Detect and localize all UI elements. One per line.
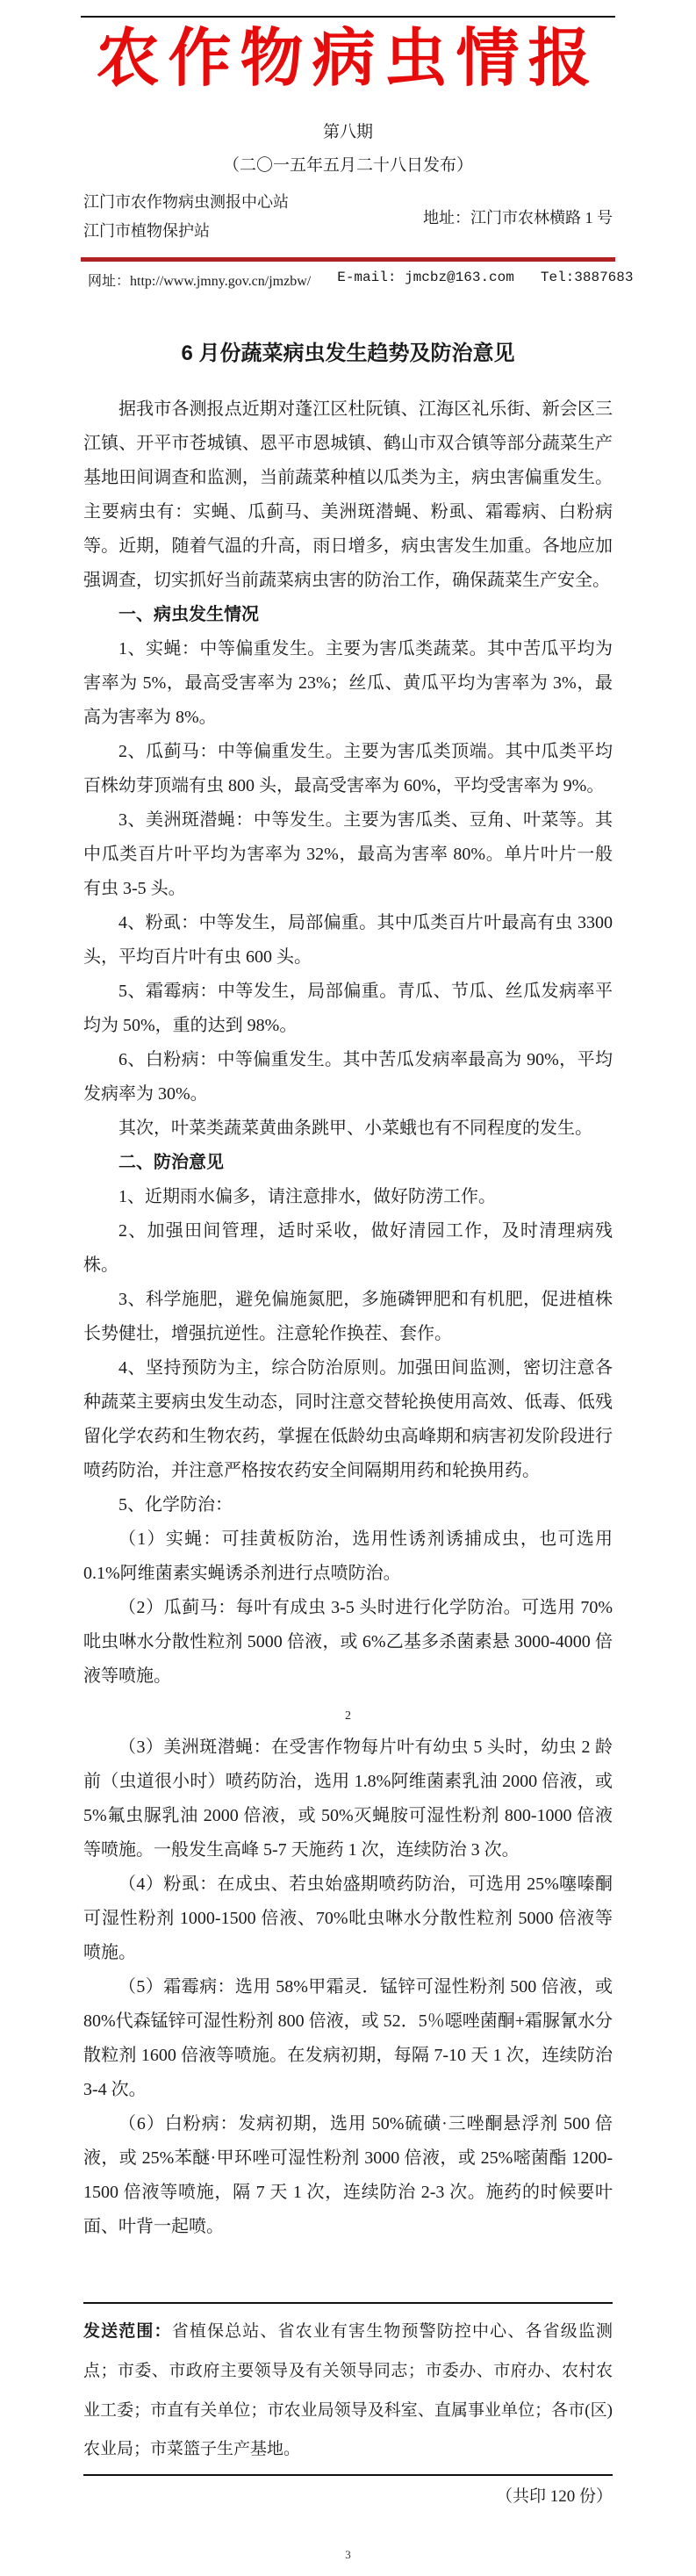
article-body [83,392,613,2244]
body-paragraph: 6、白粉病：中等偏重发生。其中苦瓜发病率最高为 90%，平均发病率为 30%。 [83,1050,613,1105]
email-text: E-mail: jmcbz@163.com [337,270,514,286]
contact-row [88,270,634,290]
footer-bottom-divider [83,2474,613,2476]
print-count: （共印 120 份） [495,2486,613,2506]
page-number-2: 2 [345,1709,351,1723]
distribution-label: 发送范围： [83,2322,172,2342]
issue-number: 第八期 [322,122,373,141]
body-paragraph: （3）美洲斑潜蝇：在受害作物每片叶有幼虫 5 头时，幼虫 2 龄前（虫道很小时）喷药防治，选用 1.8%阿维菌素乳油 2000 倍液，或 5%氟虫脲乳油 2000 倍液，或 50%灭蝇胺可湿性粉剂 800-1000 倍液等喷施。一般发生高峰 5-7 天施药 1 次，连续防治 3 次。 [83,1738,613,1860]
org-address: 地址：江门市农林横路 1 号 [423,209,613,227]
body-paragraph: 1、近期雨水偏多，请注意排水，做好防涝工作。 [118,1187,496,1207]
distribution-text: 省植保总站、省农业有害生物预警防控中心、各省级监测点；市委、市政府主要领导及有关领导同志；市委办、市府办、农村农业工委；市直有关单位；市农业局领导及科室、直属事业单位；各市(区)农业局；市菜篮子生产基地。 [83,2322,613,2459]
publish-date: （二〇一五年五月二十八日发布） [222,155,473,175]
body-paragraph: 5、化学防治： [118,1495,233,1515]
body-paragraph: 5、霜霉病：中等发生，局部偏重。青瓜、节瓜、丝瓜发病率平均为 50%，重的达到 98%。 [83,982,613,1036]
body-paragraph: 1、实蝇：中等偏重发生。主要为害瓜类蔬菜。其中苦瓜平均为害率为 5%，最高受害率为 23%；丝瓜、黄瓜平均为害率为 3%，最高为害率为 8%。 [83,639,613,728]
page-number-3: 3 [345,2548,351,2561]
section-heading: 二、防治意见 [118,1153,224,1173]
footer-top-divider [83,2302,613,2304]
body-paragraph: 3、美洲斑潜蝇：中等发生。主要为害瓜类、豆角、叶菜等。其中瓜类百片叶平均为害率为 32%，最高为害率 80%。单片叶片一般有虫 3-5 头。 [83,810,613,899]
body-paragraph: 据我市各测报点近期对蓬江区杜阮镇、江海区礼乐街、新会区三江镇、开平市苍城镇、恩平市恩城镇、鹤山市双合镇等部分蔬菜生产基地田间调查和监测，当前蔬菜种植以瓜类为主，病虫害偏重发生。主要病虫有：实蝇、瓜蓟马、美洲斑潜蝇、粉虱、霜霉病、白粉病等。近期，随着气温的升高，雨日增多，病虫害发生加重。各地应加强调查，切实抓好当前蔬菜病虫害的防治工作，确保蔬菜生产安全。 [83,399,613,591]
body-paragraph: 2、瓜蓟马：中等偏重发生。主要为害瓜类顶端。其中瓜类平均百株幼芽顶端有虫 800 头，最高受害率为 60%，平均受害率为 9%。 [83,742,613,796]
body-paragraph: （2）瓜蓟马：每叶有成虫 3-5 头时进行化学防治。可选用 70%吡虫啉水分散性粒剂 5000 倍液，或 6%乙基多杀菌素悬 3000-4000 倍液等喷施。 [83,1598,613,1687]
top-divider [81,16,615,18]
org-line-1: 江门市农作物病虫测报中心站 [83,192,289,211]
section-heading: 一、病虫发生情况 [118,605,259,625]
body-paragraph: 其次，叶菜类蔬菜黄曲条跳甲、小菜蛾也有不同程度的发生。 [118,1119,592,1139]
body-paragraph: 4、坚持预防为主，综合防治原则。加强田间监测，密切注意各种蔬菜主要病虫发生动态，同时注意交替轮换使用高效、低毒、低残留化学农药和生物农药，掌握在低龄幼虫高峰期和病害初发阶段进行喷药防治，并注意严格按农药安全间隔期用药和轮换用药。 [83,1358,613,1481]
tel-text: Tel:3887683 [540,270,634,286]
masthead-info-row [83,188,613,247]
masthead-title: 农作物病虫情报 [96,24,600,94]
body-paragraph: 2、加强田间管理，适时采收，做好清园工作，及时清理病残株。 [83,1221,613,1276]
body-paragraph: （6）白粉病：发病初期，选用 50%硫磺·三唑酮悬浮剂 500 倍液，或 25%苯醚·甲环唑可湿性粉剂 3000 倍液，或 25%嘧菌酯 1200-1500 倍液等喷施，隔 7 天 1 次，连续防治 2-3 次。施药的时候要叶面、叶背一起喷。 [83,2114,613,2237]
body-paragraph: （1）实蝇：可挂黄板防治，选用性诱剂诱捕成虫，也可选用 0.1%阿维菌素实蝇诱杀剂进行点喷防治。 [83,1529,613,1584]
distribution-scope [83,2313,613,2470]
issuing-orgs [83,188,289,247]
body-paragraph: 3、科学施肥，避免偏施氮肥，多施磷钾肥和有机肥，促进植株长势健壮，增强抗逆性。注意轮作换茬、套作。 [83,1290,613,1344]
body-paragraph: 4、粉虱：中等发生，局部偏重。其中瓜类百片叶最高有虫 3300 头，平均百片叶有虫 600 头。 [83,913,613,968]
body-paragraph: （5）霜霉病：选用 58%甲霜灵．锰锌可湿性粉剂 500 倍液，或 80%代森锰锌可湿性粉剂 800 倍液，或 52．5％噁唑菌酮+霜脲氰水分散粒剂 1600 倍液等喷施。在发病初期，每隔 7-10 天 1 次，连续防治 3-4 次。 [83,1977,613,2100]
body-paragraph: （4）粉虱：在成虫、若虫始盛期喷药防治，可选用 25%噻嗪酮可湿性粉剂 1000-1500 倍液、70%吡虫啉水分散性粒剂 5000 倍液等喷施。 [83,1874,613,1963]
website-text: 网址：http://www.jmny.gov.cn/jmzbw/ [88,274,312,290]
org-line-2: 江门市植物保护站 [83,222,210,241]
article-title: 6 月份蔬菜病虫发生趋势及防治意见 [181,342,515,366]
red-divider [81,257,615,262]
